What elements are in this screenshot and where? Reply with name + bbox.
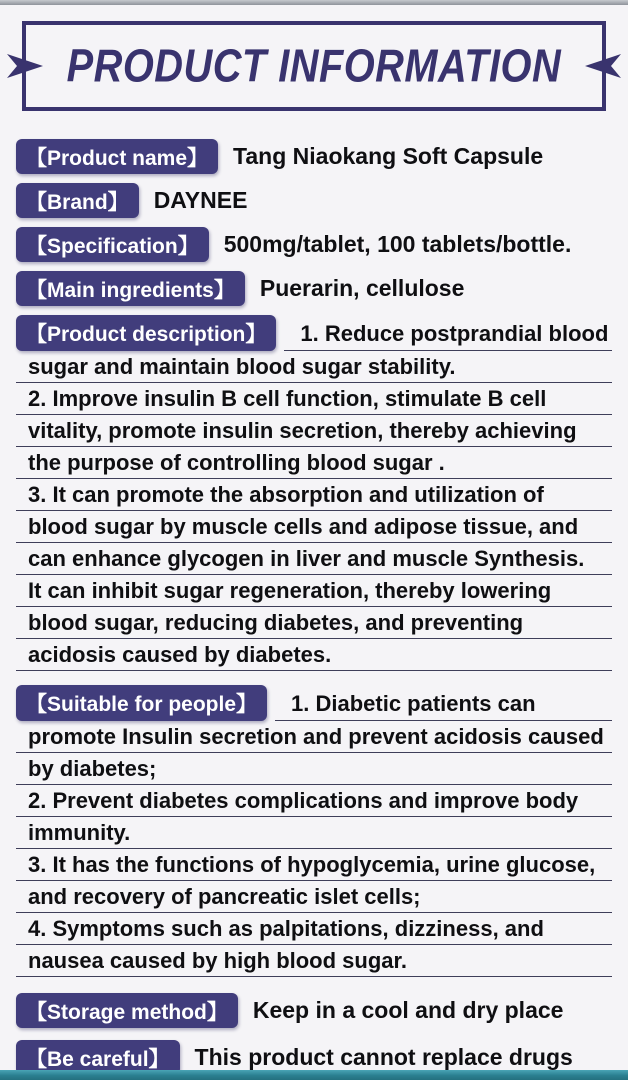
suitable-line: promote Insulin secretion and prevent acidosis caused [16, 721, 612, 753]
field-row-storage-method [16, 993, 612, 1028]
footer-field-rows [16, 993, 612, 1075]
brand-value: DAYNEE [153, 187, 248, 213]
suitable-line: immunity. [16, 817, 612, 849]
suitable-line: 1. Diabetic patients can [275, 691, 612, 721]
description-line: blood sugar by muscle cells and adipose tissue, and [16, 511, 612, 543]
product-name-value: Tang Niaokang Soft Capsule [233, 143, 544, 169]
suitable-line: nausea caused by high blood sugar. [16, 945, 612, 977]
section-head [16, 315, 612, 351]
right-arrowhead-icon [7, 53, 43, 79]
main-ingredients-value: Puerarin, cellulose [259, 275, 465, 301]
description-line: 3. It can promote the absorption and utilization of [16, 479, 612, 511]
left-arrowhead-icon [585, 53, 621, 79]
description-line: acidosis caused by diabetes. [16, 639, 612, 671]
section-suitable-for-people [16, 685, 612, 977]
description-line: 2. Improve insulin B cell function, stimulate B cell [16, 383, 612, 415]
field-row-main-ingredients [16, 271, 612, 306]
specification-label-badge: 【Specification】 [16, 227, 209, 262]
description-line: blood sugar, reducing diabetes, and preventing [16, 607, 612, 639]
storage-method-label-badge: 【Storage method】 [16, 993, 238, 1028]
suitable-line: 3. It has the functions of hypoglycemia, urine glucose, [16, 849, 612, 881]
description-line: can enhance glycogen in liver and muscle Synthesis. [16, 543, 612, 575]
be-careful-label-badge: 【Be careful】 [16, 1040, 180, 1075]
page-title: PRODUCT INFORMATION [66, 39, 562, 92]
storage-method-value: Keep in a cool and dry place [252, 997, 564, 1023]
field-row-product-name [16, 139, 612, 174]
description-line: sugar and maintain blood sugar stability. [16, 351, 612, 383]
be-careful-value: This product cannot replace drugs [194, 1044, 573, 1070]
brand-label-badge: 【Brand】 [16, 183, 139, 218]
specification-value: 500mg/tablet, 100 tablets/bottle. [223, 231, 572, 257]
product-name-label-badge: 【Product name】 [16, 139, 218, 174]
suitable-line: by diabetes; [16, 753, 612, 785]
bottom-teal-bar [0, 1070, 628, 1080]
section-head [16, 685, 612, 721]
page-content [0, 5, 628, 1070]
field-row-brand [16, 183, 612, 218]
description-line: 1. Reduce postprandial blood [284, 321, 612, 351]
suitable-line: and recovery of pancreatic islet cells; [16, 881, 612, 913]
description-line: vitality, promote insulin secretion, thereby achieving [16, 415, 612, 447]
product-description-label-badge: 【Product description】 [16, 315, 276, 351]
suitable-line: 2. Prevent diabetes complications and improve body [16, 785, 612, 817]
field-row-specification [16, 227, 612, 262]
section-product-description [16, 315, 612, 671]
field-rows [16, 139, 612, 1075]
header-banner [22, 21, 606, 111]
main-ingredients-label-badge: 【Main ingredients】 [16, 271, 245, 306]
suitable-for-people-label-badge: 【Suitable for people】 [16, 685, 267, 721]
description-line: It can inhibit sugar regeneration, thereby lowering [16, 575, 612, 607]
suitable-line: 4. Symptoms such as palpitations, dizziness, and [16, 913, 612, 945]
description-line: the purpose of controlling blood sugar . [16, 447, 612, 479]
